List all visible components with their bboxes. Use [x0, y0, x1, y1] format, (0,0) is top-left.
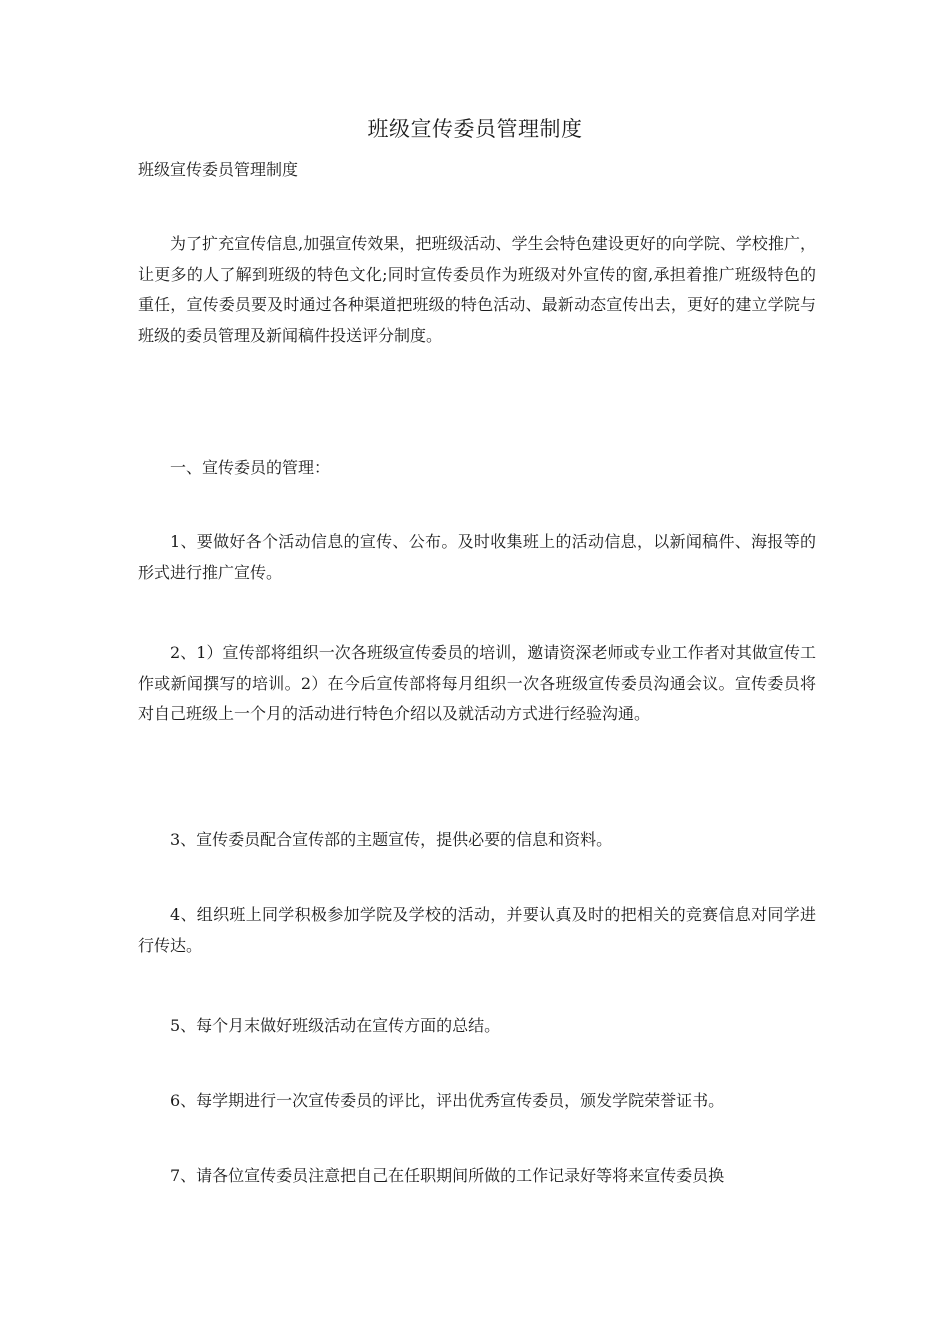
rule-paragraph-2: 2、1）宣传部将组织一次各班级宣传委员的培训，邀请资深老师或专业工作者对其做宣传工作或新闻撰写的培训。2）在今后宣传部将每月组织一次各班级宣传委员沟通会议。宣传委员将对自己班级上一个月的活动进行特色介绍以及就活动方式进行经验沟通。 — [138, 643, 816, 724]
rule-paragraph-6: 6、每学期进行一次宣传委员的评比，评出优秀宣传委员，颁发学院荣誉证书。 — [170, 1091, 725, 1110]
section-heading: 一、宣传委员的管理： — [170, 458, 331, 477]
document-subtitle: 班级宣传委员管理制度 — [138, 160, 299, 179]
rule-paragraph-5: 5、每个月末做好班级活动在宣传方面的总结。 — [170, 1016, 501, 1035]
rule-paragraph-3: 3、宣传委员配合宣传部的主题宣传，提供必要的信息和资料。 — [170, 830, 613, 849]
rule-paragraph-7: 7、请各位宣传委员注意把自己在任职期间所做的工作记录好等将来宣传委员换 — [170, 1166, 725, 1185]
document-title: 班级宣传委员管理制度 — [367, 117, 583, 141]
rule-paragraph-4: 4、组织班上同学积极参加学院及学校的活动，并要认真及时的把相关的竞赛信息对同学进行传达。 — [138, 905, 816, 955]
rule-paragraph-1: 1、要做好各个活动信息的宣传、公布。及时收集班上的活动信息，以新闻稿件、海报等的形式进行推广宣传。 — [138, 532, 816, 582]
intro-paragraph: 为了扩充宣传信息,加强宣传效果，把班级活动、学生会特色建设更好的向学院、学校推广，让更多的人了解到班级的特色文化;同时宣传委员作为班级对外宣传的窗,承担着推广班级特色的重任，宣传委员要及时通过各种渠道把班级的特色活动、最新动态宣传出去，更好的建立学院与班级的委员管理及新闻稿件投送评分制度。 — [138, 234, 816, 345]
